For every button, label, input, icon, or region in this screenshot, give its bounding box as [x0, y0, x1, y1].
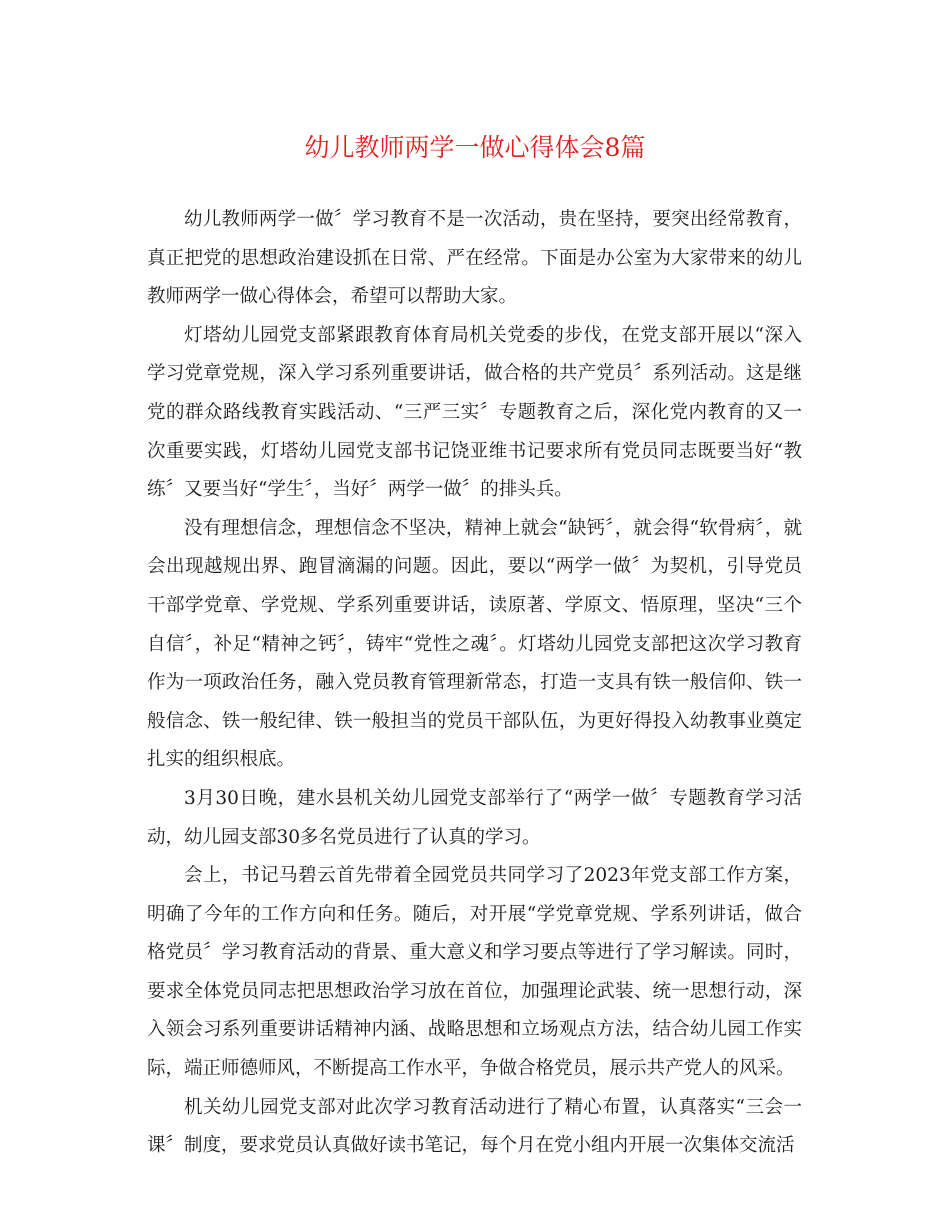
paragraph-intro: 幼儿教师两学一做〞学习教育不是一次活动，贵在坚持，要突出经常教育，真正把党的思想政治建设抓在日常、严在经常。下面是办公室为大家带来的幼儿教师两学一做心得体会，希望可以帮助大家。	[147, 209, 802, 308]
document-title: 幼儿教师两学一做心得体会8篇	[304, 133, 646, 162]
paragraph-ideals: 没有理想信念，理想信念不坚决，精神上就会“缺钙〞，就会得“软骨病〞，就会出现越规出界、跑冒滴漏的问题。因此，要以“两学一做〞为契机，引导党员干部学党章、学党规、学系列重要讲话，读原著、学原文、悟原理，坚决“三个自信〞，补足“精神之钙〞，铸牢“党性之魂〞。灯塔幼儿园党支部把这次学习教育作为一项政治任务，融入党员教育管理新常态，打造一支具有铁一般信仰、铁一般信念、铁一般纪律、铁一般担当的党员干部队伍，为更好得投入幼教事业奠定扎实的组织根底。	[147, 517, 802, 771]
paragraph-march-30: 3月30日晚，建水县机关幼儿园党支部举行了“两学一做〞专题教育学习活动，幼儿园支部30多名党员进行了认真的学习。	[147, 787, 802, 848]
document-body	[147, 201, 802, 1166]
paragraph-meeting: 会上，书记马碧云首先带着全园党员共同学习了2023年党支部工作方案，明确了今年的工作方向和任务。随后，对开展“学党章党规、学系列讲话，做合格党员〞学习教育活动的背景、重大意义和学习要点等进行了学习解读。同时，要求全体党员同志把思想政治学习放在首位，加强理论武装、统一思想行动，深入领会习系列重要讲话精神内涵、战略思想和立场观点方法，结合幼儿园工作实际，端正师德师风，不断提高工作水平，争做合格党员，展示共产党人的风采。	[147, 865, 802, 1080]
paragraph-arrangement: 机关幼儿园党支部对此次学习教育活动进行了精心布置，认真落实“三会一课〞制度，要求党员认真做好读书笔记，每个月在党小组内开展一次集体交流活	[147, 1096, 802, 1157]
paragraph-lighthouse-branch: 灯塔幼儿园党支部紧跟教育体育局机关党委的步伐，在党支部开展以“深入学习党章党规，深入学习系列重要讲话，做合格的共产党员〞系列活动。这是继党的群众路线教育实践活动、“三严三实〞专题教育之后，深化党内教育的又一次重要实践，灯塔幼儿园党支部书记饶亚维书记要求所有党员同志既要当好“教练〞又要当好“学生〞，当好〞两学一做〞的排头兵。	[147, 324, 802, 501]
